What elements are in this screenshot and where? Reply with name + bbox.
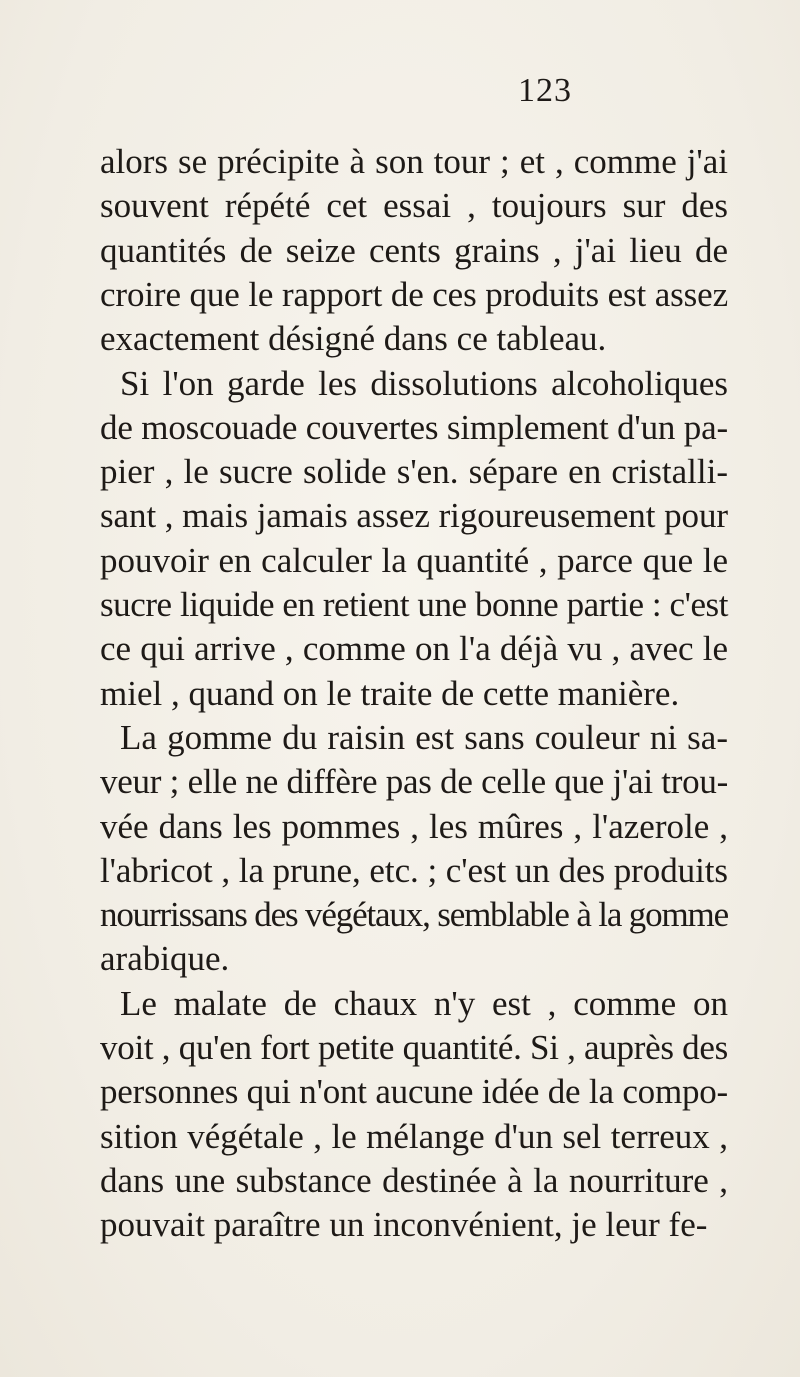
text-line	[0, 760, 800, 804]
text-line-content: vée dans les pommes , les mûres , l'azerole ,	[100, 806, 728, 846]
text-line	[0, 893, 800, 937]
text-line	[0, 805, 800, 849]
text-line-content: Si l'on garde les dissolutions alcoholiques	[120, 363, 728, 403]
text-line-content: alors se précipite à son tour ; et , comme j'ai	[100, 142, 728, 181]
text-line-content: l'abricot , la prune, etc. ; c'est un des produits	[100, 850, 728, 890]
text-line	[0, 982, 800, 1026]
text-line-content: voit , qu'en fort petite quantité. Si , auprès des	[100, 1028, 728, 1067]
text-line	[0, 140, 800, 184]
text-line-content: sucre liquide en retient une bonne partie : c'est	[100, 585, 728, 624]
text-line	[0, 1115, 800, 1159]
text-line	[0, 849, 800, 893]
text-line-content: miel , quand on le traite de cette manière.	[100, 673, 680, 713]
text-line-content: pouvait paraître un inconvénient, je leur fe-	[100, 1205, 708, 1245]
text-line	[0, 1203, 800, 1247]
text-line	[0, 539, 800, 583]
text-line-content: de moscouade couvertes simplement d'un pa-	[100, 407, 728, 447]
text-line	[0, 1070, 800, 1114]
text-line	[0, 273, 800, 317]
text-line-content: sant , mais jamais assez rigoureusement pour	[100, 496, 728, 536]
text-line-content: veur ; elle ne diffère pas de celle que j'ai trou-	[100, 762, 728, 802]
text-line	[0, 229, 800, 273]
text-line-content: exactement désigné dans ce tableau.	[100, 319, 607, 359]
text-line-content: Le malate de chaux n'y est , comme on	[120, 983, 728, 1023]
text-line-content: croire que le rapport de ces produits est assez	[100, 274, 728, 314]
page-number: 123	[518, 72, 572, 109]
text-line-content: nourrissans des végétaux, semblable à la gomme	[100, 895, 728, 935]
text-line-content: ce qui arrive , comme on l'a déjà vu , avec le	[100, 629, 728, 669]
text-line	[0, 184, 800, 228]
text-line	[0, 716, 800, 760]
text-line-content: pouvoir en calculer la quantité , parce que le	[100, 540, 728, 580]
text-line-content: La gomme du raisin est sans couleur ni sa-	[120, 717, 728, 757]
text-line	[0, 406, 800, 450]
text-line	[0, 317, 800, 361]
text-line	[0, 1026, 800, 1070]
text-line-content: personnes qui n'ont aucune idée de la compo-	[100, 1072, 728, 1112]
text-line	[0, 672, 800, 716]
text-line-content: arabique.	[100, 939, 230, 979]
text-line	[0, 362, 800, 406]
text-line	[0, 450, 800, 494]
text-line	[0, 583, 800, 627]
text-line-content: sition végétale , le mélange d'un sel terreux ,	[100, 1116, 728, 1156]
text-line-content: souvent répété cet essai , toujours sur des	[100, 186, 728, 226]
text-line-content: dans une substance destinée à la nourriture ,	[100, 1160, 728, 1200]
text-line	[0, 627, 800, 671]
text-line	[0, 494, 800, 538]
text-line-content: quantités de seize cents grains , j'ai lieu de	[100, 230, 728, 270]
text-line-content: pier , le sucre solide s'en. sépare en cristalli-	[100, 452, 728, 492]
text-line	[0, 1159, 800, 1203]
text-line	[0, 937, 800, 981]
